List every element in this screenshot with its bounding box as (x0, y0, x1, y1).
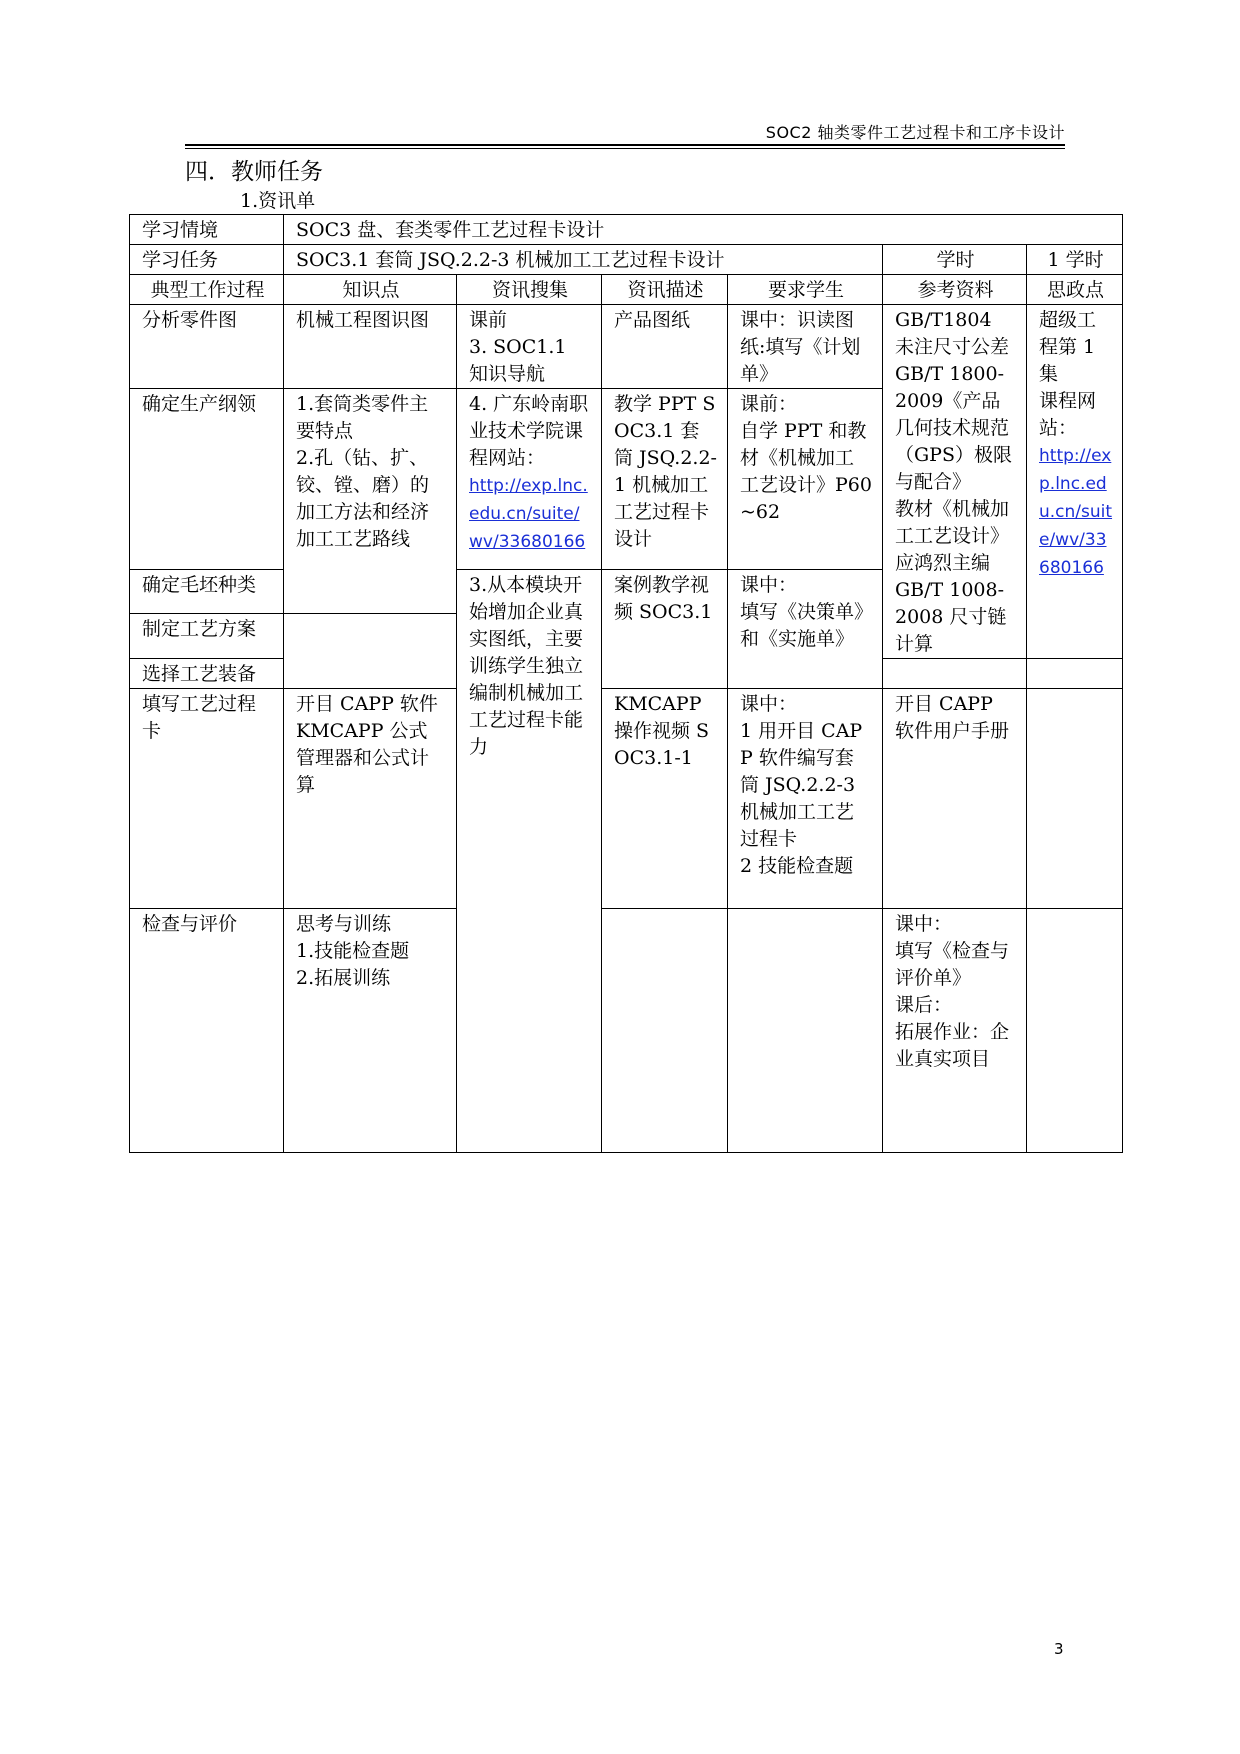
page-number: 3 (1054, 1640, 1064, 1658)
header-rule-thin (185, 148, 1065, 149)
collect-empty-check (602, 909, 728, 1153)
describe-capp-video: KMCAPP 操作视频 SOC3.1-1 (602, 689, 728, 909)
learning-situation-label: 学习情境 (130, 215, 284, 245)
process-fill-card: 填写工艺过程卡 (130, 689, 284, 909)
col-header-ideology: 思政点 (1027, 275, 1123, 305)
require-plan: 课中：识读图纸:填写《计划单》 (728, 305, 883, 389)
knowledge-drawing: 机械工程图识图 (284, 305, 457, 389)
describe-video: 案例教学视频 SOC3.1 (602, 569, 728, 688)
describe-ppt: 教学 PPT SOC3.1 套筒 JSQ.2.2-1 机械加工工艺过程卡设计 (602, 389, 728, 570)
reference-empty-check (1027, 909, 1123, 1153)
reference-empty-top (883, 659, 1027, 689)
col-header-knowledge: 知识点 (284, 275, 457, 305)
col-header-require: 要求学生 (728, 275, 883, 305)
section-title: 四．教师任务 (185, 159, 323, 185)
process-plan: 制定工艺方案 (130, 614, 284, 659)
col-header-process: 典型工作过程 (130, 275, 284, 305)
learning-situation-value: SOC3 盘、套类零件工艺过程卡设计 (284, 215, 1123, 245)
hours-label: 学时 (883, 245, 1027, 275)
knowledge-training: 思考与训练 1.技能检查题 2.拓展训练 (284, 909, 457, 1153)
info-table (129, 214, 1123, 1153)
describe-empty-check (728, 909, 883, 1153)
learning-task-label: 学习任务 (130, 245, 284, 275)
reference-standards: GB/T1804 未注尺寸公差 GB/T 1800-2009《产品几何技术规范（GPS）极限与配合》 教材《机械加工工艺设计》应鸿烈主编 GB/T 1008-2008 尺寸链计算 (883, 305, 1027, 659)
learning-task-value: SOC3.1 套筒 JSQ.2.2-3 机械加工工艺过程卡设计 (284, 245, 883, 275)
col-header-reference: 参考资料 (883, 275, 1027, 305)
ideology-course-link[interactable]: http://exp.lnc.edu.cn/suite/wv/33680166 (1039, 446, 1113, 578)
collect-real-drawings: 3.从本模块开始增加企业真实图纸，主要训练学生独立编制机械加工工艺过程卡能力 (457, 569, 602, 1152)
require-self-study: 课前： 自学 PPT 和教材《机械加工工艺设计》P60~62 (728, 389, 883, 570)
process-analyze: 分析零件图 (130, 305, 284, 389)
reference-capp-manual: 开目 CAPP 软件用户手册 (883, 689, 1027, 909)
process-blank: 确定毛坯种类 (130, 569, 284, 614)
collect-website-link[interactable]: http://exp.lnc.edu.cn/suite/wv/33680166 (469, 476, 588, 552)
ideology-cell (1027, 305, 1123, 659)
process-check: 检查与评价 (130, 909, 284, 1153)
process-production: 确定生产纲领 (130, 389, 284, 570)
header-rule (185, 144, 1065, 146)
ideology-text: 超级工程第 1 集 课程网站： (1039, 309, 1097, 439)
knowledge-sleeve: 1.套筒类零件主要特点 2.孔（钻、扩、铰、镗、磨）的加工方法和经济加工工艺路线 (284, 389, 457, 614)
collect-website-text: 4. 广东岭南职业技术学院课程网站： (469, 393, 589, 469)
hours-value: 1 学时 (1027, 245, 1123, 275)
sub-title: 1.资讯单 (240, 190, 316, 212)
knowledge-empty (284, 614, 457, 689)
require-decision: 课中： 填写《决策单》和《实施单》 (728, 569, 883, 688)
collect-pre-class: 课前 3. SOC1.1 知识导航 (457, 305, 602, 389)
knowledge-capp: 开目 CAPP 软件 KMCAPP 公式管理器和公式计算 (284, 689, 457, 909)
page-header: SOC2 轴类零件工艺过程卡和工序卡设计 (765, 123, 1065, 142)
ideology-empty-top (1027, 659, 1123, 689)
require-evaluation: 课中： 填写《检查与评价单》 课后： 拓展作业：企业真实项目 (883, 909, 1027, 1153)
col-header-collect: 资讯搜集 (457, 275, 602, 305)
ideology-empty-capp (1027, 689, 1123, 909)
process-equipment: 选择工艺装备 (130, 659, 284, 689)
collect-website-cell (457, 389, 602, 570)
require-capp: 课中： 1 用开目 CAPP 软件编写套筒 JSQ.2.2-3 机械加工工艺过程卡 2 技能检查题 (728, 689, 883, 909)
col-header-describe: 资讯描述 (602, 275, 728, 305)
describe-drawing: 产品图纸 (602, 305, 728, 389)
